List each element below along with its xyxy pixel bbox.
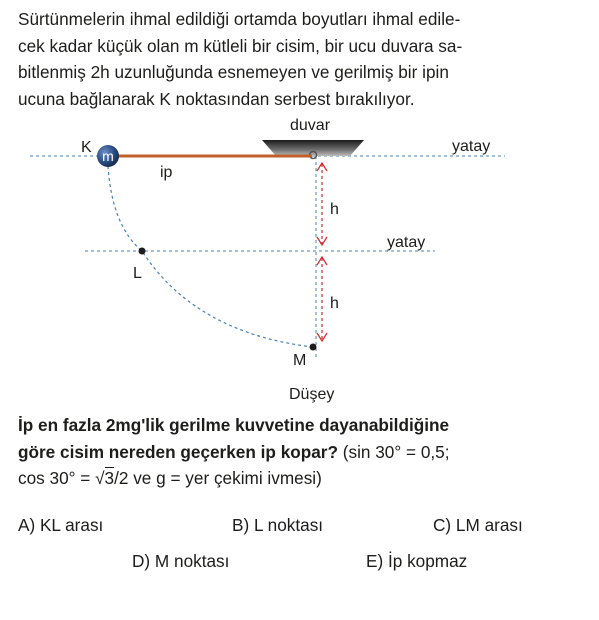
question-hint: (sin 30° = 0,5; — [338, 441, 450, 462]
option-d[interactable]: D) M noktası — [132, 551, 230, 571]
vertical-label: Düşey — [289, 386, 335, 403]
option-e[interactable]: E) İp kopmaz — [366, 551, 468, 571]
wall-label: duvar — [290, 117, 331, 134]
point-m-label: M — [293, 352, 307, 369]
problem-intro — [18, 6, 588, 112]
question-cos-prefix: cos 30° = — [18, 468, 96, 488]
mass-label: m — [102, 148, 114, 164]
rope-label: ip — [160, 164, 173, 181]
intro-line-3: bitlenmiş 2h uzunluğunda esnemeyen ve gerilmiş bir ipin — [18, 62, 449, 82]
option-b[interactable]: B) L noktası — [232, 515, 324, 535]
intro-line-4: ucuna bağlanarak K noktasından serbest bırakılıyor. — [18, 88, 415, 109]
option-c[interactable]: C) LM arası — [433, 515, 523, 535]
question-cos-suffix: /2 ve g = yer çekimi ivmesi) — [114, 468, 322, 488]
intro-line-2: cek kadar küçük olan m kütleli bir cisim, bir ucu duvara sa- — [18, 35, 463, 56]
question-bold-1: İp en fazla 2mg'lik gerilme kuvvetine dayanabildiğine — [18, 415, 450, 435]
option-a[interactable]: A) KL arası — [18, 515, 104, 535]
height-arrow-top — [317, 163, 327, 245]
intro-line-1: Sürtünmelerin ihmal edildiği ortamda boyutları ihmal edile- — [18, 9, 461, 29]
horizontal-label-mid: yatay — [387, 234, 426, 251]
point-m — [310, 344, 317, 351]
question-text — [18, 412, 588, 492]
height-arrow-bottom — [317, 257, 327, 341]
height-label-top: h — [330, 201, 339, 218]
point-l — [139, 248, 146, 255]
height-label-bottom: h — [330, 295, 339, 312]
point-k-label: K — [81, 139, 92, 156]
trajectory-arc — [108, 166, 313, 347]
point-l-label: L — [133, 265, 142, 282]
pendulum-diagram — [0, 108, 599, 408]
question-bold-2: göre cisim nereden geçerken ip kopar? — [18, 441, 338, 462]
horizontal-label-top: yatay — [452, 138, 491, 155]
sqrt-symbol: √ — [95, 468, 105, 488]
wall-block — [262, 140, 364, 156]
sqrt-argument: 3 — [104, 468, 115, 488]
